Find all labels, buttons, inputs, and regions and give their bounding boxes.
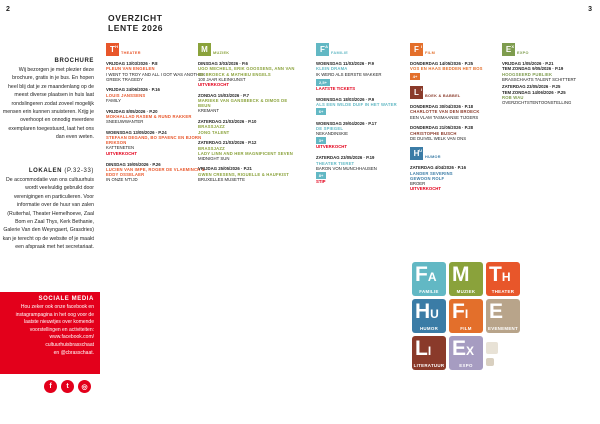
ptable-tile-evenement: E EVENEMENT bbox=[487, 300, 519, 331]
ptable-tile-film: FI FILM bbox=[449, 299, 483, 333]
social-link-handle[interactable]: cultuurhuisbrasschaat bbox=[45, 341, 94, 348]
brochure-section bbox=[2, 58, 94, 142]
category-periodic-table bbox=[412, 262, 520, 404]
list-item[interactable]: GEWOON ROLF BROER UITVERKOCHT bbox=[410, 175, 445, 192]
column-theater bbox=[106, 42, 206, 188]
age-badge: 4+ bbox=[410, 73, 420, 80]
title-line-2: LENTE 2026 bbox=[108, 22, 164, 33]
social-link-facebook[interactable]: www.facebook.com/ bbox=[49, 334, 94, 341]
familie-label: FAMILIE bbox=[331, 51, 349, 55]
boek-header bbox=[410, 85, 498, 99]
theater-header bbox=[106, 42, 206, 56]
theater-tile-icon: T H bbox=[106, 43, 119, 56]
list-item[interactable]: VRIJDAG 8/05/2026 · P.20 MOKHALLAD RASEM & RUND RAKKER SNEEUWWANTER bbox=[106, 108, 192, 125]
age-badge: 6+ bbox=[316, 108, 326, 115]
film-header bbox=[410, 42, 498, 56]
social-text: Hou zeker ook onze facebook en instagrampagina in het oog voor de laatste nieuwtjes over komende voorstellingen en activiteiten: bbox=[15, 304, 94, 333]
list-item[interactable]: VRIJDAG 24/06/2026 · P.16 LOUIS JANSSENS FAMILY bbox=[106, 87, 160, 103]
familie-events bbox=[316, 61, 398, 184]
column-expo bbox=[502, 42, 596, 111]
list-item[interactable]: WOENSDAG 29/04/2026 · P.17 DE SPIEGEL NEKANDINSKIE 3+ UITVERKOCHT bbox=[316, 120, 377, 150]
list-item[interactable]: VRIJDAG 1/05/2026 · P.21 TEM ZONDAG 9/05/2026 · P.19 bbox=[502, 61, 564, 72]
humor-label: HUMOR bbox=[425, 155, 441, 160]
social-link-instagram[interactable]: en @cbrasschaat. bbox=[53, 349, 94, 356]
list-item[interactable]: DONDERDAG 21/05/2026 · P.28 CHRISTOPHE BUSCH DE DUIVEL WELK VAN ONS bbox=[410, 125, 473, 141]
page-title bbox=[108, 14, 163, 33]
film-label: FILM bbox=[425, 51, 436, 55]
list-item[interactable]: WOENSDAG 11/03/2026 · P.9 KLEIN DRAMA IK WERD ALS EERSTE WAKKER bbox=[316, 61, 382, 77]
expo-label: EXPO bbox=[517, 51, 529, 55]
list-item[interactable]: HOOGSEERD PUBLIEK BRASSCHAATS TALENT SCHITTERT bbox=[502, 71, 577, 82]
lokalen-text: De accommodatie van ons cultuurhuis wordt veelvuldig gebruikt door verenigingen en particulieren. Voor informatie over de huur van zalen (Ruiterhal, Theater Hemelhoeve, Zaal Bom en Zaal Thys, Kerk Bethanie, Galerie Van den Weyngaert, Grasdries) kan je terecht op de website of je maakt een afspraak met het secretariaat. bbox=[2, 177, 94, 251]
social-icons bbox=[44, 380, 91, 393]
list-item[interactable]: WOENSDAG 18/03/2026 · P.9 ALS EEN WILDE DUIF IN HET WATER 6+ bbox=[316, 96, 397, 115]
column-film bbox=[410, 42, 498, 197]
ptable-tile-familie: FA FAMILIE bbox=[412, 262, 446, 296]
boek-tile-icon: L I bbox=[410, 86, 423, 99]
instagram-icon[interactable]: ◎ bbox=[78, 380, 91, 393]
ptable-tile-literatuur: LI LITERATUUR bbox=[413, 337, 445, 368]
familie-tile-icon: F A bbox=[316, 43, 329, 56]
film-tile-icon: F I bbox=[410, 43, 423, 56]
list-item[interactable]: ZATERDAG 21/03/2026 · P.10 BRASSJAZZ JONG TALENT bbox=[198, 119, 257, 135]
theater-events bbox=[106, 61, 206, 182]
muziek-events bbox=[198, 61, 298, 182]
left-sidebar bbox=[0, 0, 100, 424]
age-badge: 3+ bbox=[316, 137, 326, 144]
page-number-left: 2 bbox=[6, 6, 10, 13]
decorative-square bbox=[486, 342, 498, 354]
lokalen-heading-text: LOKALEN bbox=[28, 168, 63, 174]
list-item[interactable]: ZATERDAG 23/05/2026 · P.19 THEATER TIERET BARON VON MUNCHHAUSEN 8+ STIP bbox=[316, 155, 377, 184]
decorative-square bbox=[486, 358, 494, 366]
title-line-1: OVERZICHT bbox=[108, 13, 163, 23]
list-item[interactable]: VRIJDAG 13/03/2026 · P.8 PLEUN VAN ENGELEN I WENT TO TROY AND ALL I GOT WAS ANOTHER GREEK TRAGEDY bbox=[106, 61, 206, 82]
twitter-icon[interactable]: t bbox=[61, 380, 74, 393]
list-item[interactable]: ZATERDAG 21/03/2026 · P.12 BRASSJAZZ LADY LINN AND HER MAGNIFICENT SEVEN MIDNIGHT SUN bbox=[198, 140, 293, 161]
list-item[interactable]: ZATERDAG 4/04/2026 · P.16 LANDER SEVERINS bbox=[410, 165, 466, 176]
expo-tile-icon: E X bbox=[502, 43, 515, 56]
list-item[interactable]: DONDERDAG 30/04/2026 · P.18 CHARLOTTE VAN DEN BROECK EEN VLAM TASMAANSE TIJGERS bbox=[410, 104, 480, 120]
expo-header bbox=[502, 42, 596, 56]
list-item[interactable]: DONDERDAG 14/05/2026 · P.25 VOS EN HAAS BEDDEN HET BOS 4+ bbox=[410, 61, 483, 79]
list-item[interactable]: DINSDAG 19/05/2026 · P.26 LUCIEN VAN IMPE, ROGER DE VLAEMINCK & EDDY OSSELAER IN ONZE N'TIJD bbox=[106, 161, 205, 183]
column-muziek bbox=[198, 42, 298, 188]
humor-tile-icon: H U bbox=[410, 147, 423, 160]
theater-label: THEATER bbox=[121, 51, 141, 55]
humor-header bbox=[410, 146, 498, 160]
muziek-label: MUZIEK bbox=[213, 51, 230, 55]
ptable-tile-expo: EX EXPO bbox=[449, 336, 483, 370]
list-item[interactable]: DINSDAG 3/03/2026 · P.6 UGO MECHELS, ERIK GOOSSENS, ANN VAN DE BROECK & MATHIEU ENGELS 100 JAAR KLEINKUNST UITVERKOCHT bbox=[198, 61, 295, 87]
list-item[interactable]: VRIJDAG 25/05/2026 · P.21 GWEN CRESENS, RIGUELLE & HAUFKIST BRUXELLES MUSETTE bbox=[198, 166, 290, 182]
social-media-box bbox=[0, 292, 100, 374]
age-badge: 8+ bbox=[316, 172, 326, 179]
list-item[interactable]: 2,5+ LAATSTE TICKETS bbox=[316, 79, 356, 91]
page-number-right: 3 bbox=[588, 6, 592, 13]
familie-header bbox=[316, 42, 398, 56]
social-heading: SOCIALE MEDIA bbox=[38, 296, 94, 302]
list-item[interactable]: ZATERDAG 23/05/2026 · P.25 TEM ZONDAG 14/06/2026 · P.25 bbox=[502, 84, 566, 95]
list-item[interactable]: WOENSDAG 13/05/2026 · P.24 STEFAAN DEGAND, BO SPAENC EN BJORN ERIKSON KATTENETEN UITVERKOCHT bbox=[106, 129, 202, 156]
facebook-icon[interactable]: f bbox=[44, 380, 57, 393]
ptable-tile-muziek: M MUZIEK bbox=[449, 262, 483, 296]
muziek-tile-icon: M bbox=[198, 43, 211, 56]
list-item[interactable]: ZONDAG 15/03/2026 · P.7 MARIEKE VAN GANSBEECK & DIMOS DE BEUN KREMANT bbox=[198, 92, 288, 114]
lokalen-section bbox=[2, 168, 94, 252]
brochure-heading: BROCHURE bbox=[54, 58, 94, 64]
brochure-text: Wij bezorgen je met plezier deze brochure, gratis in je bus. En hopen heel blij dat je ze maandenlang op de meest diverse plaatsen in huis laat rondslingeren zodat zoveel mogelijk mensen erin kunnen snuisteren. Krijg je overhoopt en onnodig meerdere exemplaren toegestuurd, laat het ons dan even weten. bbox=[2, 67, 94, 141]
ptable-tile-humor: HU HUMOR bbox=[412, 299, 446, 333]
boek-label: BOEK & BABBEL bbox=[425, 94, 461, 98]
column-familie bbox=[316, 42, 398, 190]
age-badge: 2,5+ bbox=[316, 79, 330, 86]
ptable-tile-theater: TH THEATER bbox=[486, 262, 520, 296]
list-item[interactable]: ROB WAU OVERZICHTSTENTOONSTELLING bbox=[502, 94, 572, 106]
muziek-header bbox=[198, 42, 298, 56]
lokalen-page-ref: (P.32-33) bbox=[64, 168, 94, 174]
lokalen-heading bbox=[2, 168, 94, 174]
